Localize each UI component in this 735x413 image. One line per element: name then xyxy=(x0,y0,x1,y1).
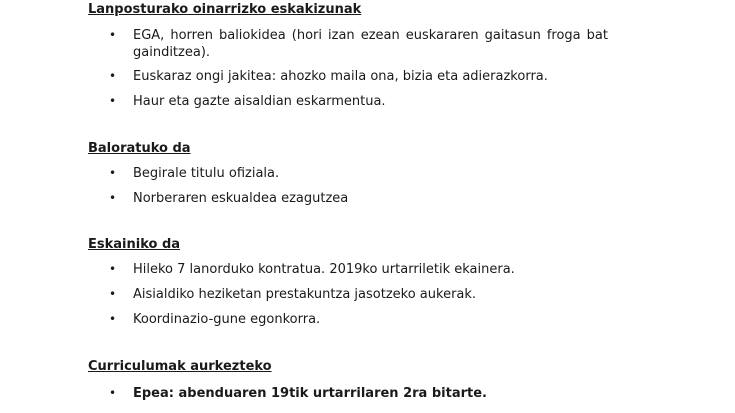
section-valued xyxy=(88,141,608,207)
bullet-icon: • xyxy=(109,166,117,180)
list-item xyxy=(88,27,608,61)
section-heading: Eskainiko da xyxy=(88,237,181,252)
list-item xyxy=(88,165,608,182)
bullet-icon: • xyxy=(109,287,117,301)
list-item-text: Koordinazio-gune egonkorra. xyxy=(133,312,321,327)
list-item-text: Aisialdiko heziketan prestakuntza jasotzeko aukerak. xyxy=(133,287,477,302)
list-item-text: Hileko 7 lanorduko kontratua. 2019ko urtarriletik ekainera. xyxy=(133,262,515,277)
section-heading: Curriculumak aurkezteko xyxy=(88,359,272,374)
section-heading: Lanposturako oinarrizko eskakizunak xyxy=(88,2,362,17)
section-cv-submission xyxy=(88,359,608,402)
bullet-list xyxy=(88,27,608,110)
list-item-text: Haur eta gazte aisaldian eskarmentua. xyxy=(133,94,386,109)
list-item xyxy=(88,385,608,402)
bullet-icon: • xyxy=(109,94,117,108)
list-item-text: Euskaraz ongi jakitea: ahozko maila ona, bizia eta adierazkorra. xyxy=(133,69,548,84)
list-item xyxy=(88,261,608,278)
bullet-icon: • xyxy=(109,386,117,400)
bullet-icon: • xyxy=(109,69,117,83)
bullet-icon: • xyxy=(109,28,117,42)
section-offered xyxy=(88,237,608,328)
list-item-text: Norberaren eskualdea ezagutzea xyxy=(133,191,349,206)
bullet-icon: • xyxy=(109,262,117,276)
bullet-list xyxy=(88,261,608,328)
list-item xyxy=(88,286,608,303)
bullet-list xyxy=(88,165,608,207)
bullet-icon: • xyxy=(109,312,117,326)
list-item xyxy=(88,190,608,207)
list-item-text: Epea: abenduaren 19tik urtarrilaren 2ra bitarte. xyxy=(133,386,487,401)
bullet-list xyxy=(88,385,608,402)
list-item xyxy=(88,311,608,328)
list-item xyxy=(88,68,608,85)
list-item-text: EGA, horren baliokidea (hori izan ezean euskararen gaitasun froga bat gainditzea). xyxy=(133,28,608,60)
list-item xyxy=(88,93,608,110)
list-item-text: Begirale titulu ofiziala. xyxy=(133,166,280,181)
section-heading: Baloratuko da xyxy=(88,141,191,156)
section-requirements xyxy=(88,2,608,110)
bullet-icon: • xyxy=(109,191,117,205)
